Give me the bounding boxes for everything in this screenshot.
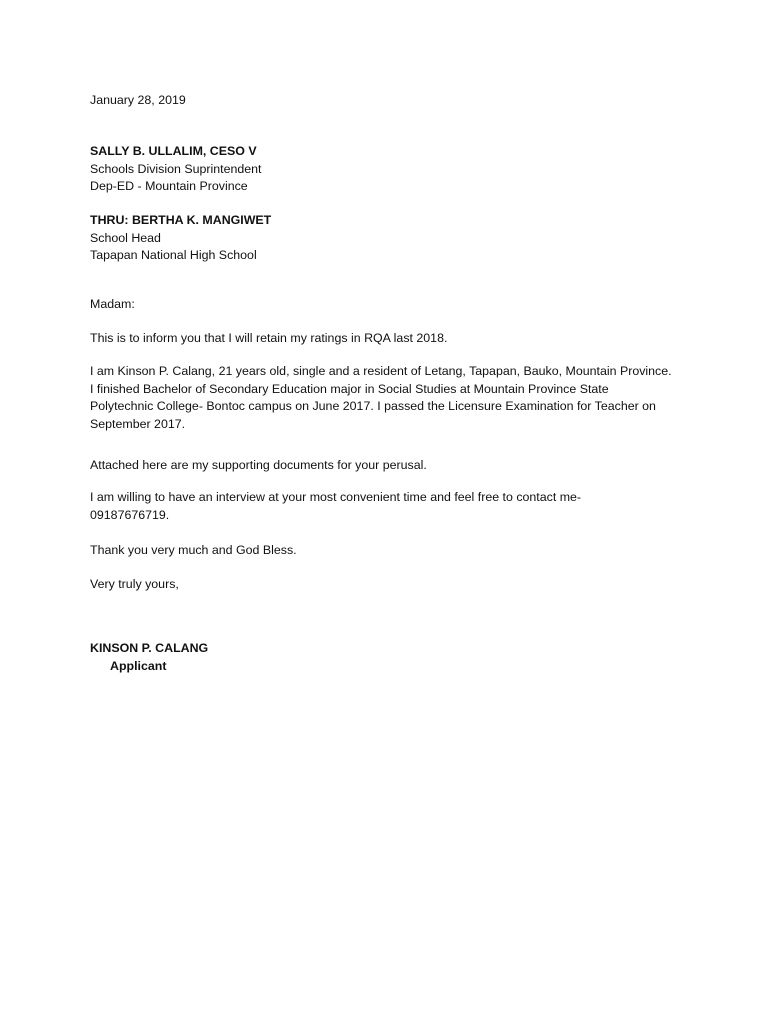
salutation: Madam:: [90, 297, 135, 311]
thru-block: [90, 212, 271, 265]
paragraph-line: Polytechnic College- Bontoc campus on June 2017. I passed the Licensure Examination for Teacher on: [90, 399, 656, 414]
thru-name: THRU: BERTHA K. MANGIWET: [90, 213, 272, 227]
signature-block: [90, 640, 208, 675]
thru-school: Tapapan National High School: [90, 248, 257, 263]
body-paragraph-2: [90, 363, 672, 433]
recipient-office: Dep-ED - Mountain Province: [90, 179, 248, 194]
paragraph-line: I am willing to have an interview at your most convenient time and feel free to contact me-: [90, 490, 582, 504]
paragraph-line: I finished Bachelor of Secondary Education major in Social Studies at Mountain Province State: [90, 381, 609, 396]
paragraph-line: I am Kinson P. Calang, 21 years old, single and a resident of Letang, Tapapan, Bauko, Mountain Province.: [90, 364, 672, 378]
paragraph-line: 09187676719.: [90, 507, 170, 522]
closing: Very truly yours,: [90, 577, 179, 591]
body-paragraph-1: This is to inform you that I will retain my ratings in RQA last 2018.: [90, 331, 448, 345]
recipient-position: Schools Division Suprintendent: [90, 161, 262, 176]
recipient-name: SALLY B. ULLALIM, CESO V: [90, 144, 257, 158]
body-paragraph-3: Attached here are my supporting documents for your perusal.: [90, 458, 427, 472]
signature-title: Applicant: [110, 658, 167, 673]
letter-date: January 28, 2019: [90, 93, 186, 107]
signature-name: KINSON P. CALANG: [90, 641, 209, 655]
body-paragraph-4: [90, 489, 581, 524]
body-paragraph-5: Thank you very much and God Bless.: [90, 543, 297, 557]
thru-position: School Head: [90, 230, 161, 245]
paragraph-line: September 2017.: [90, 416, 186, 431]
recipient-block: [90, 143, 262, 196]
